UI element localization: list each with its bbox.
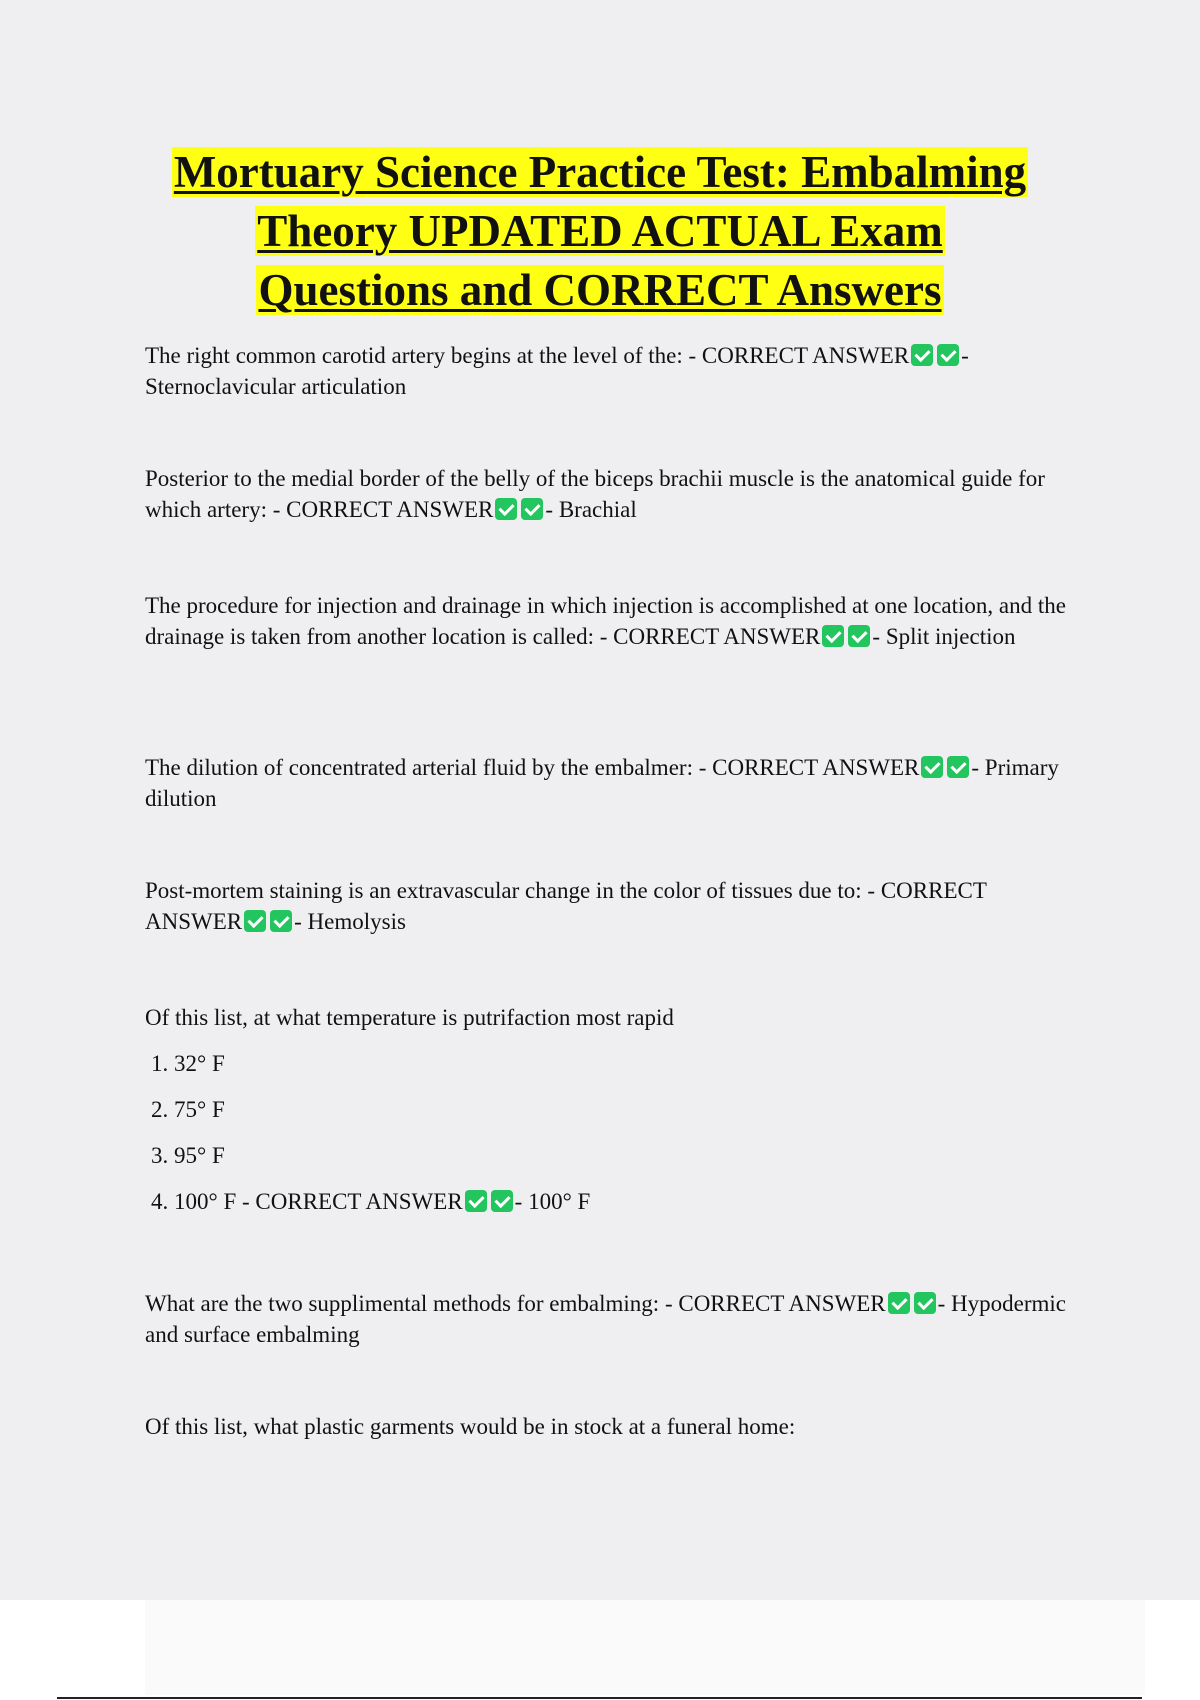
question-text: Post-mortem staining is an extravascular change in the color of tissues due to:	[145, 878, 862, 903]
question-text: Posterior to the medial border of the belly of the biceps brachii muscle is the anatomical guide for which artery:	[145, 466, 1045, 522]
green-check-icon	[888, 1292, 910, 1314]
question-item-7: What are the two supplimental methods for embalming: - CORRECT ANSWER - Hypodermic and surface embalming	[145, 1291, 1066, 1347]
answer-marker: - CORRECT ANSWER	[242, 1189, 463, 1214]
green-check-icon	[270, 910, 292, 932]
option-item	[151, 1094, 1051, 1140]
next-page-preview	[145, 1600, 1145, 1695]
answer-marker: - CORRECT ANSWER	[688, 343, 910, 368]
answer-text: Hypodermic and surface embalming	[145, 1291, 1066, 1347]
question-item-2: Posterior to the medial border of the belly of the biceps brachii muscle is the anatomical guide for which artery: - CORRECT ANSWER - Brachial	[145, 466, 1045, 522]
answer-marker: - CORRECT ANSWER	[272, 497, 494, 522]
option-item	[151, 1048, 1051, 1094]
document-title	[100, 143, 1100, 320]
green-check-icon	[521, 498, 543, 520]
question-item-3: The procedure for injection and drainage in which injection is accomplished at one location, and the drainage is taken from another location is called: - CORRECT ANSWER - Split injection	[145, 593, 1066, 649]
answer-marker: - CORRECT ANSWER	[599, 624, 821, 649]
question-item-5: Post-mortem staining is an extravascular change in the color of tissues due to: - CORRECT ANSWER - Hemolysis	[145, 878, 987, 934]
green-check-icon	[244, 910, 266, 932]
title-line-1: Mortuary Science Practice Test: Embalming	[173, 147, 1027, 197]
green-check-icon	[921, 756, 943, 778]
question-text: The right common carotid artery begins at the level of the:	[145, 343, 683, 368]
green-check-icon	[822, 625, 844, 647]
green-check-icon	[911, 344, 933, 366]
answer-text: Sternoclavicular articulation	[145, 374, 407, 399]
answer-text: 100° F	[528, 1189, 591, 1214]
title-line-3: Questions and CORRECT Answers	[258, 265, 942, 315]
answer-text: Hemolysis	[307, 909, 406, 934]
answer-text: Primary dilution	[145, 755, 1059, 811]
question-text: The procedure for injection and drainage in which injection is accomplished at one location, and the drainage is taken from another location is called:	[145, 593, 1066, 649]
option-text: 3. 95° F	[151, 1143, 225, 1168]
green-check-icon	[848, 625, 870, 647]
option-text: 2. 75° F	[151, 1097, 225, 1122]
page-divider	[57, 1697, 1142, 1699]
question-text: What are the two supplimental methods for embalming:	[145, 1291, 660, 1316]
question-item-6	[145, 1002, 1085, 1033]
green-check-icon	[914, 1292, 936, 1314]
green-check-icon	[495, 498, 517, 520]
question-text: The dilution of concentrated arterial fluid by the embalmer:	[145, 755, 693, 780]
answer-text: Brachial	[558, 497, 637, 522]
option-item: 4. 100° F - CORRECT ANSWER - 100° F	[151, 1189, 591, 1214]
question-item-4: The dilution of concentrated arterial fluid by the embalmer: - CORRECT ANSWER - Primary dilution	[145, 755, 1059, 811]
question-item-8	[145, 1411, 1085, 1442]
answer-marker: - CORRECT ANSWER	[145, 878, 987, 934]
title-line-2: Theory UPDATED ACTUAL Exam	[257, 206, 943, 256]
answer-marker: - CORRECT ANSWER	[698, 755, 920, 780]
option-item	[151, 1140, 1051, 1186]
answer-text: Split injection	[885, 624, 1016, 649]
answer-marker: - CORRECT ANSWER	[664, 1291, 886, 1316]
green-check-icon	[465, 1190, 487, 1212]
question-item-1: The right common carotid artery begins at the level of the: - CORRECT ANSWER - Sternoclavicular articulation	[145, 343, 969, 399]
answer-options	[151, 1048, 1051, 1232]
option-text: 4. 100° F	[151, 1189, 237, 1214]
question-text: Of this list, at what temperature is putrifaction most rapid	[145, 1005, 674, 1030]
option-text: 1. 32° F	[151, 1051, 225, 1076]
green-check-icon	[491, 1190, 513, 1212]
green-check-icon	[937, 344, 959, 366]
green-check-icon	[947, 756, 969, 778]
question-text: Of this list, what plastic garments would be in stock at a funeral home:	[145, 1414, 796, 1439]
